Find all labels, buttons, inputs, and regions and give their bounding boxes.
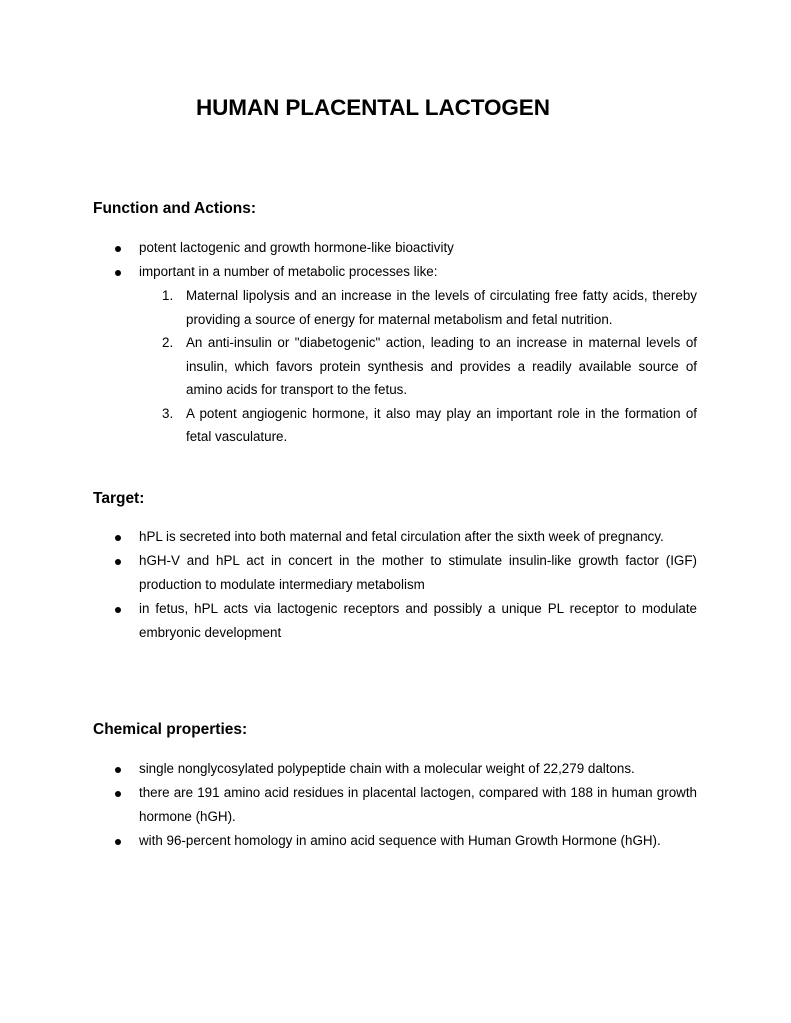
function-bullet-list <box>0 236 791 449</box>
bullet-icon <box>115 559 121 565</box>
numbered-text: Maternal lipolysis and an increase in the levels of circulating free fatty acids, thereby providing a source of energy for maternal metabolism and fetal nutrition. <box>186 288 697 327</box>
bullet-icon <box>115 607 121 613</box>
target-heading: Target: <box>93 490 145 507</box>
number-marker: 2. <box>162 335 174 350</box>
list-item <box>0 597 791 645</box>
list-item <box>0 260 791 449</box>
list-item <box>0 757 791 781</box>
list-item <box>0 236 791 260</box>
bullet-text: hGH-V and hPL act in concert in the mother to stimulate insulin-like growth factor (IGF) production to modulate intermediary metabolism <box>139 553 697 592</box>
bullet-text: hPL is secreted into both maternal and fetal circulation after the sixth week of pregnancy. <box>139 529 664 544</box>
function-heading: Function and Actions: <box>93 200 257 217</box>
target-bullet-list <box>0 525 791 645</box>
bullet-text: in fetus, hPL acts via lactogenic receptors and possibly a unique PL receptor to modulate embryonic development <box>139 601 697 640</box>
bullet-icon <box>115 535 121 541</box>
chemical-heading: Chemical properties: <box>93 721 248 738</box>
list-item <box>0 549 791 597</box>
chemical-bullet-list <box>0 757 791 853</box>
bullet-icon <box>115 791 121 797</box>
bullet-icon <box>115 767 121 773</box>
bullet-icon <box>115 246 121 252</box>
bullet-text: important in a number of metabolic processes like: <box>139 264 438 279</box>
bullet-icon <box>115 270 121 276</box>
numbered-list <box>0 284 791 449</box>
numbered-text: A potent angiogenic hormone, it also may play an important role in the formation of fetal vasculature. <box>186 405 697 444</box>
numbered-item <box>0 284 791 331</box>
list-item <box>0 829 791 853</box>
numbered-item <box>0 331 791 402</box>
numbered-item <box>0 402 791 449</box>
number-marker: 3. <box>162 405 174 421</box>
bullet-text: single nonglycosylated polypeptide chain with a molecular weight of 22,279 daltons. <box>139 761 635 776</box>
list-item <box>0 781 791 829</box>
bullet-text: potent lactogenic and growth hormone-like bioactivity <box>139 240 454 255</box>
page-title: HUMAN PLACENTAL LACTOGEN <box>196 95 550 120</box>
bullet-text: with 96-percent homology in amino acid sequence with Human Growth Hormone (hGH). <box>139 833 661 848</box>
list-item <box>0 525 791 549</box>
number-marker: 1. <box>162 288 174 303</box>
bullet-icon <box>115 839 121 845</box>
bullet-text: there are 191 amino acid residues in placental lactogen, compared with 188 in human growth hormone (hGH). <box>139 785 697 824</box>
numbered-text: An anti-insulin or "diabetogenic" action, leading to an increase in maternal levels of insulin, which favors protein synthesis and provides a readily available source of amino acids for transport to the fetus. <box>186 335 697 397</box>
